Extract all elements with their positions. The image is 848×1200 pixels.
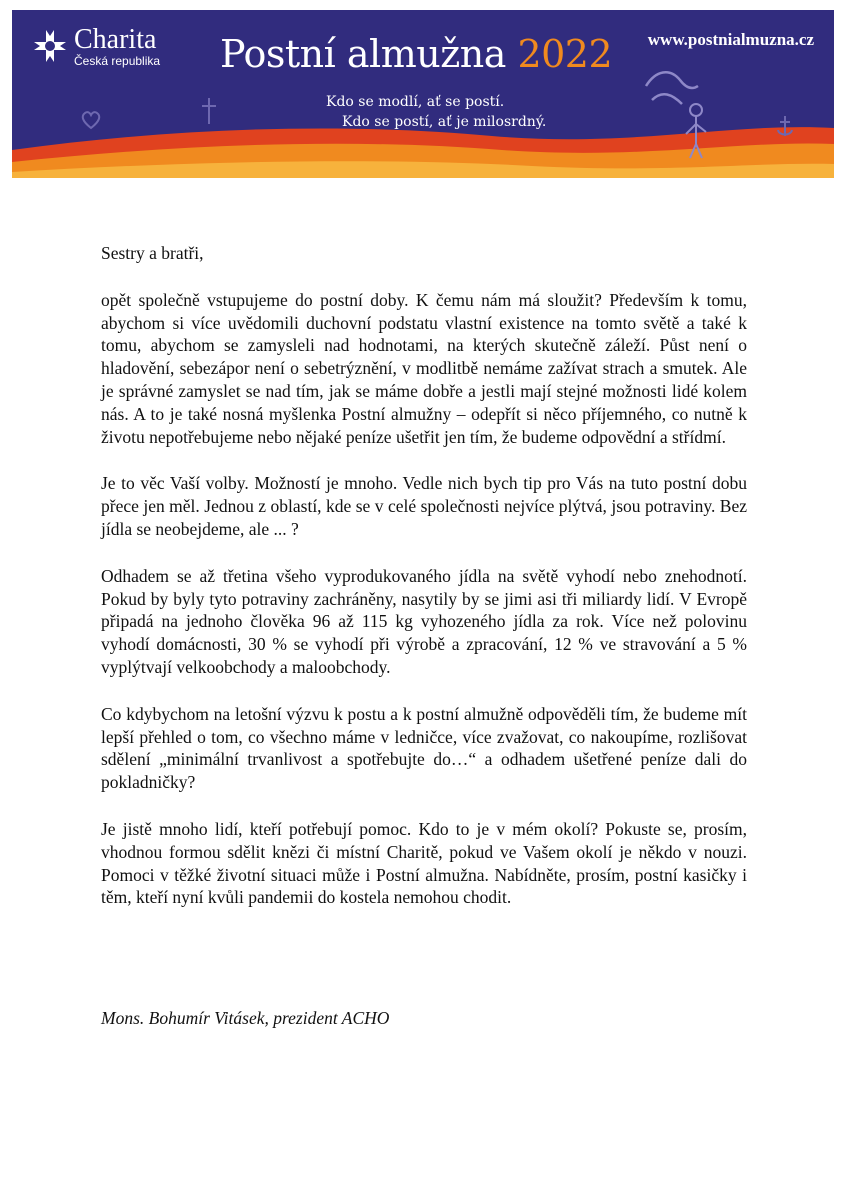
cross-icon: [200, 96, 218, 126]
heart-icon: [80, 110, 102, 130]
paragraph-4: Co kdybychom na letošní výzvu k postu a k postní almužně odpověděli tím, že budeme mít lepší přehled o tom, co všechno máme v ledničce, více zvažovat, co nakoupíme, rozlišovat sdělení „minimální trvanlivost a spotřebujte do…“ a odhadem ušetřené peníze dali do pokladničky?: [101, 703, 747, 793]
logo-name: Charita: [74, 24, 157, 55]
hands-figure-icon: [640, 60, 714, 160]
paragraph-3: Odhadem se až třetina všeho vyprodukovaného jídla na světě vyhodí nebo znehodnotí. Pokud by byly tyto potraviny zachráněny, nasytily by se jimi asi tři miliardy lidí. V Evropě připadá na jednoho člověka 96 až 115 kg vyhozeného jídla za rok. Více než polovinu vyhodí domácnosti, 30 % se vyhodí při výrobě a zpracování, 12 % ve stravování a 5 % vyplýtvají velkoobchody a maloobchody.: [101, 565, 747, 677]
campaign-year: 2022: [517, 32, 613, 76]
signature: Mons. Bohumír Vitásek, prezident ACHO: [101, 1008, 390, 1028]
header-banner: [12, 10, 834, 178]
charita-cross-icon: [32, 28, 68, 64]
paragraph-2: Je to věc Vaší volby. Možností je mnoho. Vedle nich bych tip pro Vás na tuto postní dobu přece jen měl. Jednou z oblastí, kde se v celé společnosti nejvíce plýtvá, jsou potraviny. Bez jídla se neobejdeme, ale ... ?: [101, 473, 747, 539]
anchor-icon: [776, 114, 794, 140]
paragraph-5: Je jistě mnoho lidí, kteří potřebují pomoc. Kdo to je v mém okolí? Pokuste se, prosím, vhodnou formou sdělit knězi či místní Charitě, pokud ve Vašem okolí je někdo v nouzi. Pomoci v těžké životní situaci může i Postní almužna. Nabídněte, prosím, postní kasičky i těm, kteří nyní kvůli pandemii do kostela nemohou chodit.: [101, 818, 747, 908]
motto-line-1: Kdo se modlí, ať se postí.: [326, 94, 505, 110]
campaign-title: [220, 32, 612, 76]
motto-line-2: Kdo se postí, ať je milosrdný.: [342, 114, 547, 130]
logo-subtitle: Česká republika: [74, 54, 161, 68]
charita-logo: [32, 26, 160, 68]
greeting: Sestry a bratři,: [101, 243, 204, 263]
campaign-url: www.postnialmuzna.cz: [647, 30, 814, 49]
campaign-title-main: Postní almužna: [220, 32, 506, 76]
motto: [326, 92, 546, 132]
paragraph-1: opět společně vstupujeme do postní doby. K čemu nám má sloužit? Především k tomu, abychom si více uvědomili duchovní podstatu vlastní existence na tomto světě a také k tomu, abychom se zamysleli nad hodnotami, na kterých skutečně záleží. Půst není o hladovění, sebezápor není o sebetrýznění, v modlitbě nemáme zažívat strach a smutek. Ale je správné zamyslet se nad tím, jak se máme dobře a jestli mají stejné možnosti lidé kolem nás. A to je také nosná myšlenka Postní almužny – odepřít si něco příjemného, co nutně k životu nepotřebujeme nebo nějaké peníze ušetřit jen tím, že budeme odpovědní a střídmí.: [101, 289, 747, 447]
letter-body: [101, 242, 747, 933]
